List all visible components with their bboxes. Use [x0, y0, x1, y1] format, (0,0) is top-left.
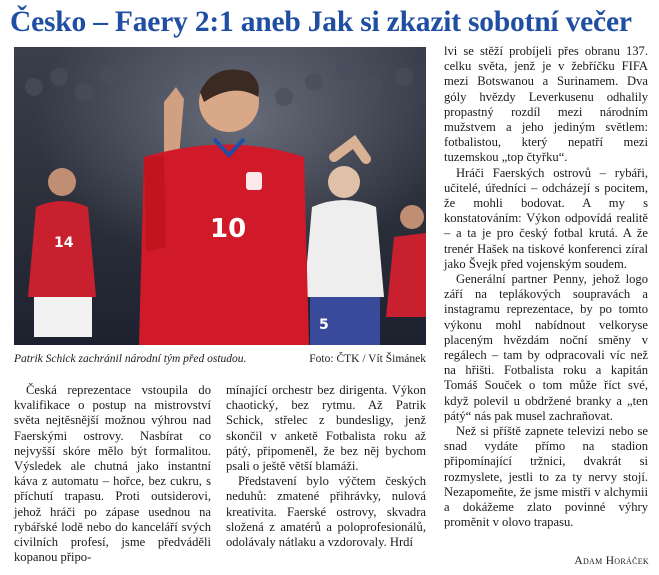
headline: Česko – Faery 2:1 aneb Jak si zkazit sobotní večer [10, 6, 632, 38]
jersey-number-left: 14 [54, 235, 74, 251]
photo-illustration [14, 47, 426, 345]
paragraph: Generální partner Penny, jehož logo září na teplákových soupravách a instagramu reprezentace, by po tomto výkonu mohl nabídnout velkoryse placeným hvězdám noční směny v regálech – tam by odpracovali víc než na hřišti. Fotbalista roku a kapitán Tomáš Souček o tom může říct své, když polevil u obdržené branky a „ten pátý“ nás pak musel zachraňovat. [444, 272, 648, 423]
article-photo [14, 47, 426, 345]
paragraph: Hráči Faerských ostrovů – rybáři, učitelé, úředníci – odcházejí s pocitem, že mohli bodovat. A my s konstatováním: Výkon odpovídá realitě – a ta je pro český fotbal krutá. A že trenér Hašek na tiskové konferenci zíral jako Švejk před vojenským soudem. [444, 165, 648, 271]
paragraph: lvi se stěží probíjeli přes obranu 137. celku světa, jenž je v žebříčku FIFA mezi Botswanou a Surinamem. Dva góly hvězdy Leverkusenu odhalily propastný rozdíl mezi národním mužstvem a jeho jediným světlem: fotbalistou, který nepatří mezi tuzemskou „top čtyřku“. [444, 44, 648, 165]
paragraph: Česká reprezentace vstoupila do kvalifikace o postup na mistrovství světa nejtěsnější možnou výhrou nad Faerskými ostrovy. Nasbírat co nejvyšší skóre mělo být formalitou. Výsledek ale chutná jako instantní káva z automatu – hořce, bez cukru, s příchutí trapasu. Proti outsiderovi, jehož hráči po zápase usednou na rybářské lodě nebo do kanceláří svých civilních profesí, jsme předváděli kopanou připo- [14, 383, 211, 565]
paragraph: Než si příště zapnete televizi nebo se snad vydáte přímo na stadion připomínající tržnici, dvakrát si rozmyslete, jestli to za ty nervy stojí. Nezapomeňte, že jsme mistři v alchymii a dokážeme zlato povinné výhry proměnit v olovo trapasu. [444, 424, 648, 530]
paragraph: mínající orchestr bez dirigenta. Výkon chaotický, bez rytmu. Až Patrik Schick, střelec z bundesligy, jenž skončil v anketě Fotbalista roku až pátý, připomeněl, že bez něj bychom psali o ještě větší blamáži. [226, 383, 426, 474]
article-column-3 [444, 44, 648, 531]
article-column-2 [226, 383, 426, 550]
article-column-1 [14, 383, 211, 565]
jersey-number-main: 10 [210, 214, 247, 244]
photo-caption-bar [14, 350, 426, 368]
jersey-number-right: 5 [319, 317, 329, 333]
photo-caption: Patrik Schick zachránil národní tým před ostudou. [14, 353, 247, 365]
photo-credit: Foto: ČTK / Vít Šimánek [309, 353, 426, 365]
paragraph: Představení bylo výčtem českých neduhů: zmatené přihrávky, nulová kreativita. Faerské ostrovy, skvadra složená z amatérů a poloprofesionálů, odolávaly nátlaku a vzdorovaly. Hrdí [226, 474, 426, 550]
article-author: Adam Horáček [574, 555, 649, 567]
